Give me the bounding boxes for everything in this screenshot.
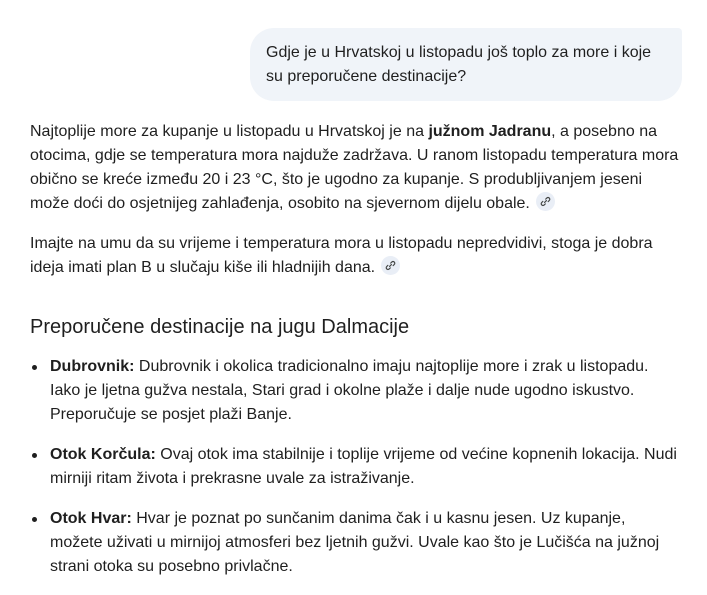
section-heading: Preporučene destinacije na jugu Dalmacije [30, 316, 410, 338]
citation-link-button[interactable] [536, 192, 555, 211]
bullet-icon [32, 365, 37, 370]
link-icon [385, 260, 396, 271]
list-item [30, 443, 680, 491]
item-title: Otok Hvar: [50, 510, 132, 527]
response-paragraph [30, 120, 680, 216]
destination-list [30, 355, 680, 595]
list-item [30, 507, 680, 579]
item-title: Dubrovnik: [50, 358, 135, 375]
paragraph-text: Najtoplije more za kupanje u listopadu u Hrvatskoj je na [30, 123, 429, 140]
link-icon [540, 196, 551, 207]
response-paragraph [30, 232, 680, 280]
item-title: Otok Korčula: [50, 446, 156, 463]
user-message-text: Gdje je u Hrvatskoj u listopadu još toplo za more i koje su preporučene destinacije? [266, 44, 652, 85]
paragraph-text: Imajte na umu da su vrijeme i temperatura mora u listopadu nepredvidivi, stoga je dobra ideja imati plan B u slučaju kiše ili hladnijih dana. [30, 235, 653, 276]
user-message-bubble [250, 28, 682, 101]
bullet-icon [32, 453, 37, 458]
paragraph-text: , a posebno na otocima, gdje se temperatura mora najduže zadržava. U ranom listopadu temperatura mora obično se kreće između 20 i 23 °C, što je ugodno za kupanje. S produbljivanjem jeseni može doći do osjetnijeg zahlađenja, osobito na sjevernom dijelu obale. [30, 123, 679, 212]
assistant-response [30, 120, 680, 575]
item-text: Ovaj otok ima stabilnije i toplije vrijeme od većine kopnenih lokacija. Nudi mirniji ritam života i prekrasne uvale za istraživanje. [50, 446, 677, 487]
bold-highlight: južnom Jadranu [428, 123, 552, 140]
bullet-icon [32, 517, 37, 522]
item-text: Dubrovnik i okolica tradicionalno imaju najtoplije more i zrak u listopadu. Iako je ljetna gužva nestala, Stari grad i okolne plaže i dalje nude ugodno iskustvo. Preporučuje se posjet plaži Banje. [50, 358, 649, 423]
list-item [30, 355, 680, 427]
item-text: Hvar je poznat po sunčanim danima čak i u kasnu jesen. Uz kupanje, možete uživati u mirnijoj atmosferi bez ljetnih gužvi. Uvale kao što je Lučišća na južnoj strani otoka su posebno privlačne. [50, 510, 660, 575]
citation-link-button[interactable] [381, 256, 400, 275]
